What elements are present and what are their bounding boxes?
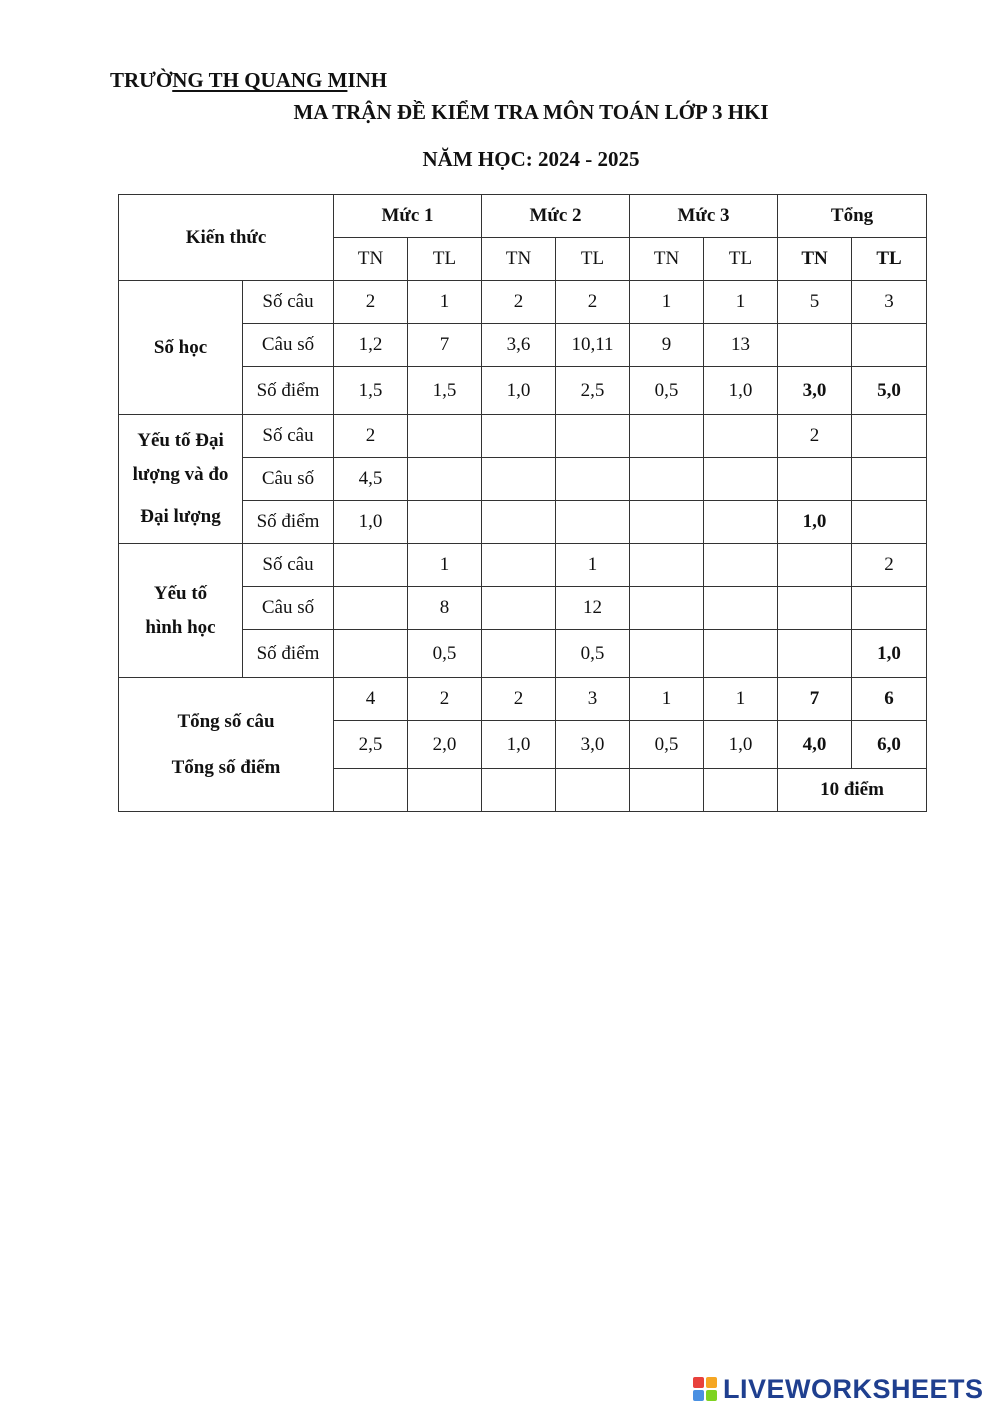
table-cell: 9 — [630, 324, 704, 367]
table-cell: 7 — [778, 678, 852, 721]
table-cell — [408, 501, 482, 544]
table-cell: 1 — [630, 678, 704, 721]
table-cell: 1,0 — [704, 367, 778, 415]
table-cell — [630, 458, 704, 501]
table-cell: 3,0 — [778, 367, 852, 415]
table-row — [119, 281, 927, 324]
sub-header: TN — [630, 238, 704, 281]
table-cell: 1 — [408, 281, 482, 324]
table-cell: 1,0 — [334, 501, 408, 544]
table-cell — [630, 544, 704, 587]
sub-header: TN — [334, 238, 408, 281]
sub-header: TL — [852, 238, 927, 281]
row-label: Số câu — [243, 281, 334, 324]
table-cell: 1 — [704, 281, 778, 324]
table-cell — [408, 415, 482, 458]
row-label: Số điểm — [243, 367, 334, 415]
table-cell: 1,2 — [334, 324, 408, 367]
table-cell: 1,0 — [482, 367, 556, 415]
table-cell — [704, 630, 778, 678]
table-cell — [704, 458, 778, 501]
table-cell: 2,5 — [556, 367, 630, 415]
sub-header: TL — [408, 238, 482, 281]
logo-block — [706, 1390, 717, 1401]
logo-block — [693, 1377, 704, 1388]
table-cell — [556, 501, 630, 544]
table-cell — [852, 458, 927, 501]
sub-header: TN — [778, 238, 852, 281]
table-row — [119, 544, 927, 587]
document-title: MA TRẬN ĐỀ KIỂM TRA MÔN TOÁN LỚP 3 HKI — [293, 100, 769, 124]
table-cell — [704, 769, 778, 812]
table-cell — [852, 324, 927, 367]
table-cell: 1 — [704, 678, 778, 721]
logo-block — [693, 1390, 704, 1401]
sub-header: TL — [556, 238, 630, 281]
table-cell — [482, 587, 556, 630]
table-cell — [778, 458, 852, 501]
table-cell — [408, 769, 482, 812]
logo-wordmark: LIVEWORKSHEETS — [723, 1374, 984, 1404]
table-cell — [852, 587, 927, 630]
table-row — [119, 678, 927, 721]
table-cell — [778, 587, 852, 630]
table-cell: 10,11 — [556, 324, 630, 367]
row-label: Số câu — [243, 544, 334, 587]
table-cell — [778, 544, 852, 587]
kien-thuc-header: Kiến thức — [119, 195, 334, 281]
row-label: Câu số — [243, 324, 334, 367]
table-cell: 3,0 — [556, 721, 630, 769]
table-cell: 8 — [408, 587, 482, 630]
table-cell — [704, 415, 778, 458]
table-cell: 2,0 — [408, 721, 482, 769]
table-cell — [630, 415, 704, 458]
table-cell — [482, 544, 556, 587]
table-cell — [334, 544, 408, 587]
table-cell — [630, 501, 704, 544]
table-cell: 1 — [630, 281, 704, 324]
table-cell — [482, 458, 556, 501]
totals-label: Tổng số câu Tổng số điểm — [119, 678, 334, 812]
table-cell: 6,0 — [852, 721, 927, 769]
table-cell — [852, 501, 927, 544]
table-cell: 3 — [556, 678, 630, 721]
table-cell: 3 — [852, 281, 927, 324]
level-1-header: Mức 1 — [334, 195, 482, 238]
row-label: Số điểm — [243, 501, 334, 544]
sub-header: TN — [482, 238, 556, 281]
table-cell — [482, 415, 556, 458]
table-cell — [556, 769, 630, 812]
table-cell: 2 — [482, 678, 556, 721]
liveworksheets-logo — [693, 1376, 984, 1402]
table-cell — [778, 324, 852, 367]
logo-blocks-icon — [693, 1377, 717, 1401]
school-year: NĂM HỌC: 2024 - 2025 — [422, 147, 640, 171]
table-cell: 2 — [334, 415, 408, 458]
level-2-header: Mức 2 — [482, 195, 630, 238]
table-cell: 1 — [556, 544, 630, 587]
logo-block — [706, 1377, 717, 1388]
table-cell: 0,5 — [630, 367, 704, 415]
table-cell: 1 — [408, 544, 482, 587]
category-dai-luong: Yếu tố Đại lượng và đo Đại lượng — [119, 415, 243, 544]
table-cell — [334, 587, 408, 630]
table-cell: 1,0 — [778, 501, 852, 544]
table-cell: 12 — [556, 587, 630, 630]
table-cell — [778, 630, 852, 678]
table-row — [119, 415, 927, 458]
table-cell: 4,0 — [778, 721, 852, 769]
table-cell — [482, 769, 556, 812]
table-cell: 3,6 — [482, 324, 556, 367]
table-cell: 1,5 — [334, 367, 408, 415]
table-cell: 0,5 — [556, 630, 630, 678]
header-row-levels — [119, 195, 927, 238]
table-cell: 4,5 — [334, 458, 408, 501]
table-cell — [556, 415, 630, 458]
test-matrix-table — [118, 194, 927, 812]
sub-header: TL — [704, 238, 778, 281]
table-cell: 2 — [852, 544, 927, 587]
table-cell — [852, 415, 927, 458]
total-header: Tổng — [778, 195, 927, 238]
table-cell: 2 — [482, 281, 556, 324]
table-cell: 13 — [704, 324, 778, 367]
level-3-header: Mức 3 — [630, 195, 778, 238]
table-cell: 5,0 — [852, 367, 927, 415]
table-cell: 4 — [334, 678, 408, 721]
table-cell — [334, 630, 408, 678]
table-cell — [334, 769, 408, 812]
table-cell: 2,5 — [334, 721, 408, 769]
table-cell: 0,5 — [408, 630, 482, 678]
table-cell: 1,0 — [852, 630, 927, 678]
table-cell — [482, 630, 556, 678]
table-cell: 1,0 — [704, 721, 778, 769]
row-label: Số điểm — [243, 630, 334, 678]
table-cell: 2 — [334, 281, 408, 324]
table-cell — [630, 630, 704, 678]
table-cell: 2 — [778, 415, 852, 458]
school-name: TRƯỜNG TH QUANG MINH — [110, 68, 388, 92]
row-label: Câu số — [243, 587, 334, 630]
table-cell — [704, 501, 778, 544]
table-cell: 2 — [408, 678, 482, 721]
grand-total: 10 điểm — [778, 769, 927, 812]
table-cell: 5 — [778, 281, 852, 324]
table-cell — [630, 587, 704, 630]
table-cell: 7 — [408, 324, 482, 367]
table-cell — [704, 587, 778, 630]
table-cell — [630, 769, 704, 812]
category-hinh-hoc: Yếu tố hình học — [119, 544, 243, 678]
table-cell: 2 — [556, 281, 630, 324]
row-label: Số câu — [243, 415, 334, 458]
table-cell: 6 — [852, 678, 927, 721]
table-cell — [482, 501, 556, 544]
table-cell: 1,5 — [408, 367, 482, 415]
table-cell — [704, 544, 778, 587]
table-cell — [556, 458, 630, 501]
category-so-hoc: Số học — [119, 281, 243, 415]
table-cell: 1,0 — [482, 721, 556, 769]
table-cell — [408, 458, 482, 501]
row-label: Câu số — [243, 458, 334, 501]
table-cell: 0,5 — [630, 721, 704, 769]
